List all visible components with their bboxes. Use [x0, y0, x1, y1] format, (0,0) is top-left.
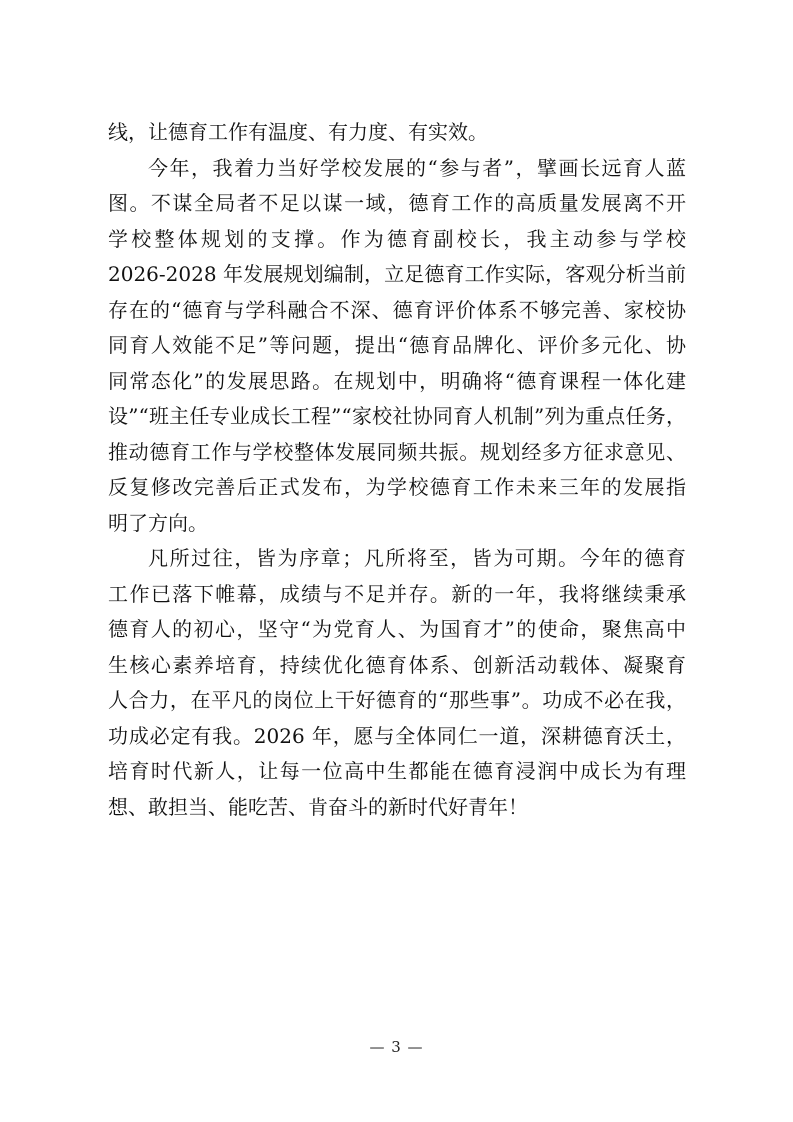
text-line: 推动德育工作与学校整体发展同频共振。规划经多方征求意见、 — [108, 439, 686, 464]
paragraph — [108, 115, 686, 151]
text-line: 2026-2028 年发展规划编制，立足德育工作实际，客观分析当前 — [108, 262, 686, 286]
text-line: 图。不谋全局者不足以谋一域，德育工作的高质量发展离不开 — [108, 191, 686, 215]
text-line: 人合力，在平凡的岗位上干好德育的“那些事”。功成不必在我， — [108, 688, 686, 712]
text-line: 明了方向。 — [108, 510, 208, 535]
text-line: 培育时代新人，让每一位高中生都能在德育浸润中成长为有理 — [108, 759, 686, 783]
text-line: 工作已落下帷幕，成绩与不足并存。新的一年，我将继续秉承 — [108, 581, 686, 606]
text-line: 线，让德育工作有温度、有力度、有实效。 — [108, 120, 488, 144]
paragraph — [108, 151, 686, 542]
text-line: 同常态化”的发展思路。在规划中，明确将“德育课程一体化建 — [108, 368, 686, 393]
text-line: 凡所过往，皆为序章；凡所将至，皆为可期。今年的德育 — [148, 546, 686, 570]
paragraph — [108, 541, 686, 825]
page-number: — 3 — — [369, 1038, 424, 1056]
text-line: 功成必定有我。2026 年，愿与全体同仁一道，深耕德育沃土， — [108, 723, 686, 748]
text-line: 今年，我着力当好学校发展的“参与者”，擘画长远育人蓝 — [148, 155, 686, 180]
text-line: 想、敢担当、能吃苦、肯奋斗的新时代好青年！ — [108, 794, 528, 819]
text-line: 反复修改完善后正式发布，为学校德育工作未来三年的发展指 — [108, 475, 686, 499]
text-line: 同育人效能不足”等问题，提出“德育品牌化、评价多元化、协 — [108, 333, 686, 357]
document-body — [108, 115, 686, 825]
text-line: 德育人的初心，坚守“为党育人、为国育才”的使命，聚焦高中 — [108, 617, 686, 641]
text-line: 学校整体规划的支撑。作为德育副校长，我主动参与学校 — [108, 226, 686, 251]
text-line: 设”“班主任专业成长工程”“家校社协同育人机制”列为重点任务， — [108, 404, 686, 428]
text-line: 生核心素养培育，持续优化德育体系、创新活动载体、凝聚育 — [108, 652, 686, 677]
text-line: 存在的“德育与学科融合不深、德育评价体系不够完善、家校协 — [108, 297, 686, 322]
